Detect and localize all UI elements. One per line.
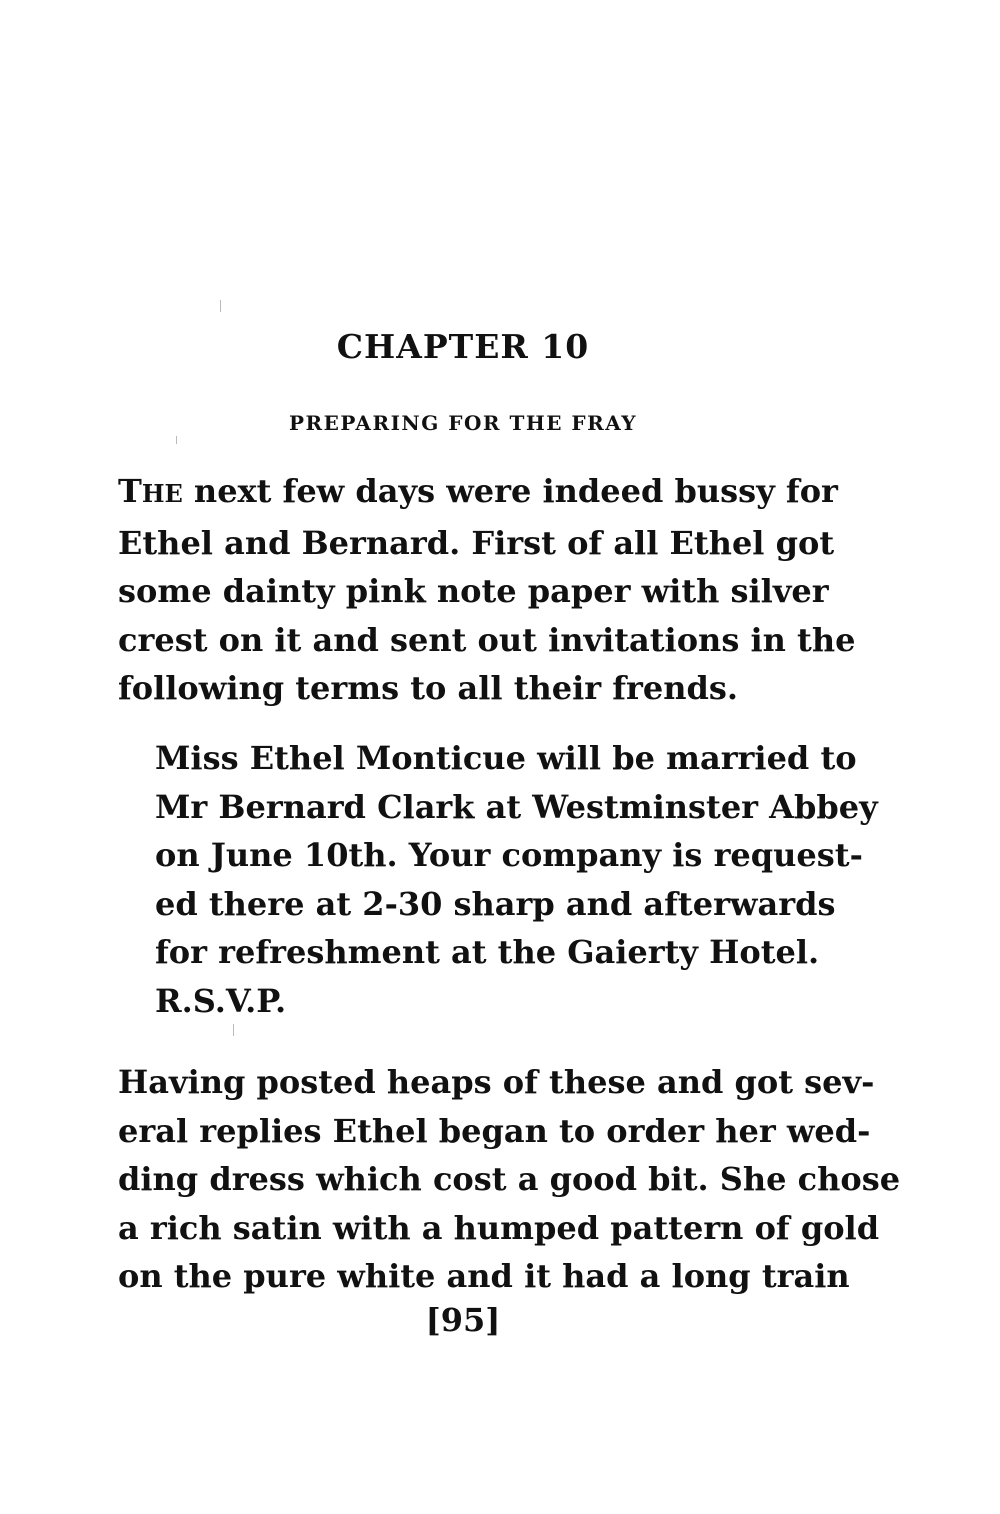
paragraph-opening: [118, 467, 856, 713]
paragraph-line: eral replies Ethel began to order her wed-: [118, 1111, 871, 1150]
page-number: [95]: [425, 1301, 501, 1339]
paragraph-line: on the pure white and it had a long train: [118, 1257, 850, 1295]
paragraph-continued: [118, 1058, 901, 1301]
paper-speck: [220, 300, 221, 312]
paragraph-line: Ethel and Bernard. First of all Ethel got: [118, 523, 835, 562]
invitation-line: on June 10th. Your company is request-: [155, 836, 863, 874]
small-caps-rest: HE: [141, 479, 183, 508]
small-caps-initial: T: [118, 472, 142, 510]
paper-speck: [233, 1024, 234, 1036]
chapter-subtitle: PREPARING FOR THE FRAY: [288, 411, 638, 435]
invitation-line: Mr Bernard Clark at Westminster Abbey: [155, 787, 878, 826]
invitation-block: [155, 734, 878, 1025]
paragraph-line: [118, 467, 838, 519]
invitation-line: Miss Ethel Monticue will be married to: [155, 739, 857, 777]
paragraph-line: a rich satin with a humped pattern of gold: [118, 1208, 880, 1247]
paragraph-line: some dainty pink note paper with silver: [118, 572, 829, 610]
paragraph-line-text: next few days were indeed bussy for: [182, 472, 838, 510]
invitation-line: for refreshment at the Gaierty Hotel.: [155, 933, 820, 971]
invitation-line: R.S.V.P.: [155, 981, 287, 1020]
paragraph-line: crest on it and sent out invitations in the: [118, 620, 856, 659]
paragraph-line: following terms to all their frends.: [118, 669, 739, 707]
paragraph-line: ding dress which cost a good bit. She chose: [118, 1160, 901, 1198]
invitation-line: ed there at 2-30 sharp and afterwards: [155, 884, 836, 923]
chapter-title: CHAPTER 10: [336, 327, 590, 366]
paper-speck: [176, 436, 177, 444]
paragraph-line: Having posted heaps of these and got sev-: [118, 1063, 875, 1101]
